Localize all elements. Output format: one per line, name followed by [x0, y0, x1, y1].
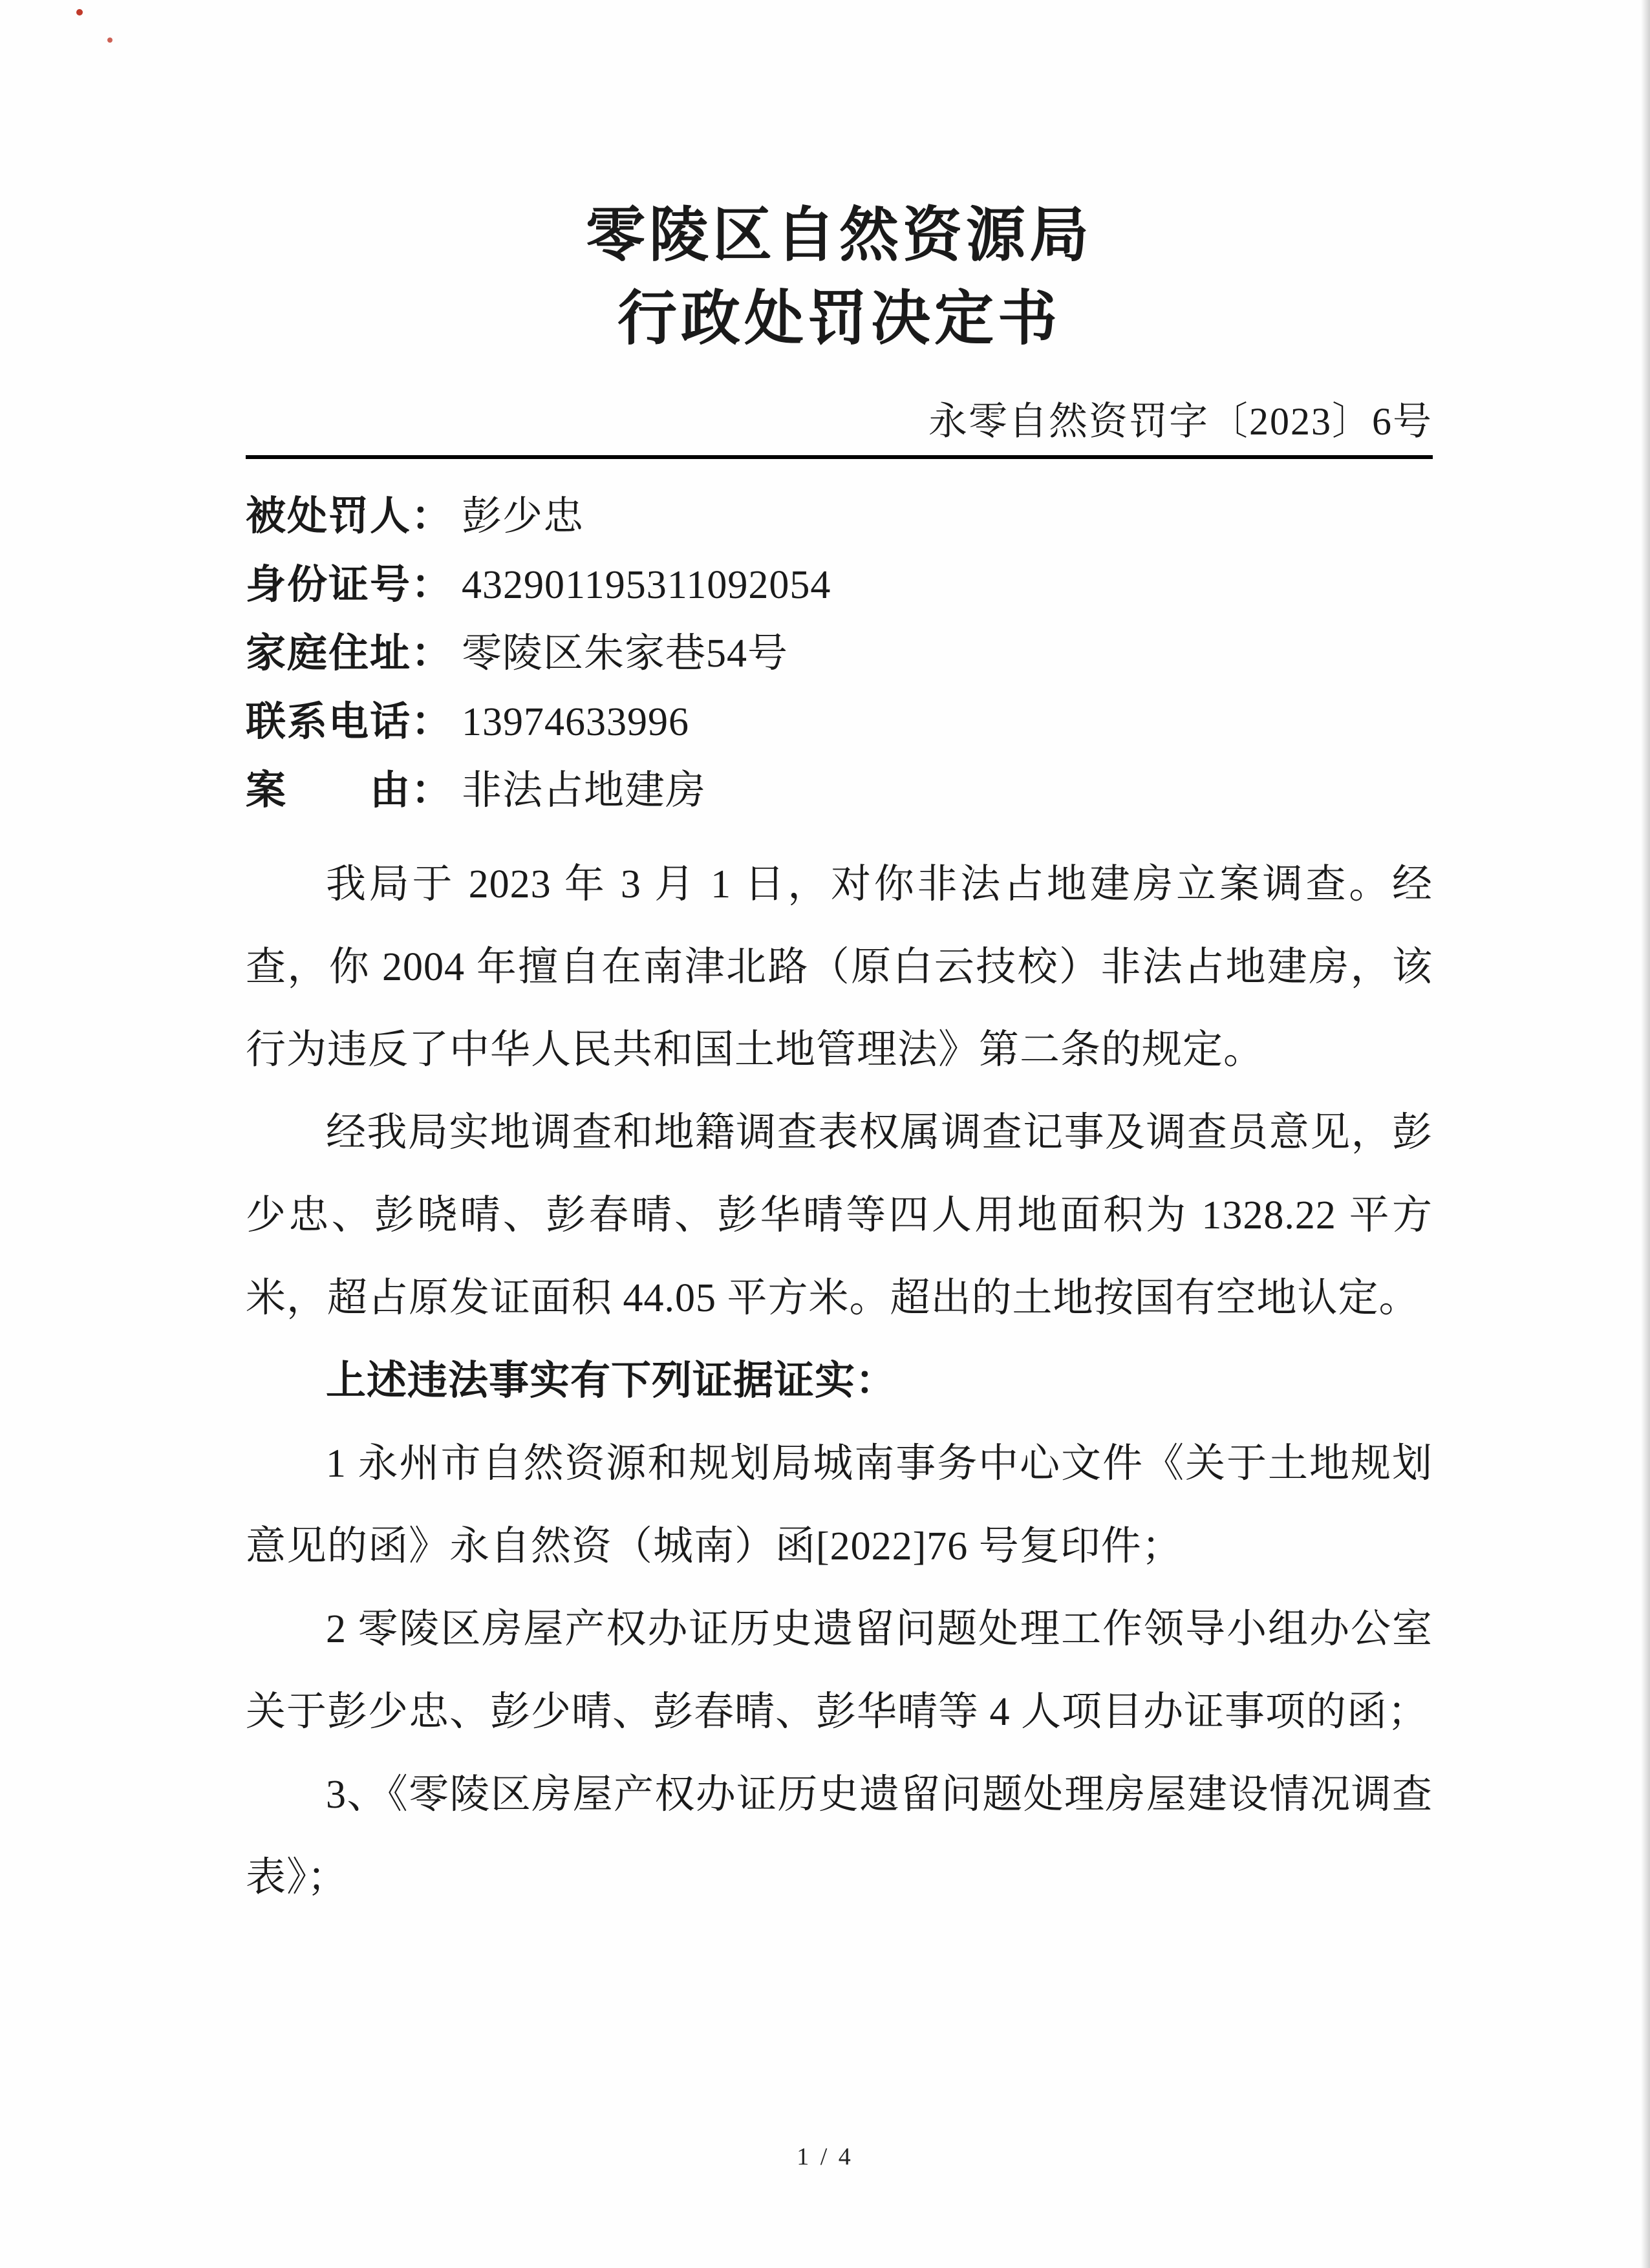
body-paragraph: 经我局实地调查和地籍调查表权属调查记事及调查员意见，彭少忠、彭晓晴、彭春晴、彭华晴等四人用地面积为 1328.22 平方米，超占原发证面积 44.05 平方米。超出的土地按国有空地认定。: [246, 1110, 1433, 1320]
field-label: 联系电话：: [246, 700, 453, 744]
document-body: [246, 843, 1433, 1919]
field-label: 案 由：: [246, 768, 453, 813]
field-value: 13974633996: [462, 700, 690, 744]
field-row-id-number: [246, 551, 1433, 619]
doc-title-line2: 行政处罚决定书: [617, 285, 1061, 352]
field-row-home-address: [246, 619, 1433, 688]
field-value: 彭少忠: [462, 494, 584, 539]
field-row-penalized-person: [246, 482, 1433, 551]
page-number: 1 / 4: [797, 2143, 853, 2170]
scan-artifact-mark: [107, 37, 112, 43]
evidence-item: 3、《零陵区房屋产权办证历史遗留问题处理房屋建设情况调查表》；: [246, 1772, 1433, 1899]
field-value: 432901195311092054: [462, 562, 831, 607]
body-paragraph: 我局于 2023 年 3 月 1 日，对你非法占地建房立案调查。经查，你 2004 年擅自在南津北路（原白云技校）非法占地建房，该行为违反了中华人民共和国土地管理法》第二条的规定。: [246, 862, 1433, 1072]
doc-title-line1: 零陵区自然资源局: [585, 202, 1093, 268]
doc-title: [246, 194, 1433, 361]
field-row-case-cause: [246, 756, 1433, 825]
evidence-item: 2 零陵区房屋产权办证历史遗留问题处理工作领导小组办公室关于彭少忠、彭少晴、彭春晴、彭华晴等 4 人项目办证事项的函；: [246, 1607, 1433, 1734]
field-row-phone: [246, 688, 1433, 756]
field-label: 身份证号：: [246, 562, 453, 607]
field-value: 零陵区朱家巷54号: [462, 631, 789, 676]
field-label: 被处罚人：: [246, 494, 453, 539]
evidence-heading: 上述违法事实有下列证据证实：: [326, 1358, 897, 1403]
field-list: [246, 482, 1433, 825]
scan-artifact-mark: [76, 9, 83, 16]
doc-number: 永零自然资罚字〔2023〕6号: [928, 400, 1433, 443]
divider-rule: [246, 455, 1433, 459]
field-label: 家庭住址：: [246, 631, 453, 676]
field-value: 非法占地建房: [462, 768, 707, 813]
evidence-item: 1 永州市自然资源和规划局城南事务中心文件《关于土地规划意见的函》永自然资（城南）函[2022]76 号复印件；: [246, 1441, 1433, 1568]
